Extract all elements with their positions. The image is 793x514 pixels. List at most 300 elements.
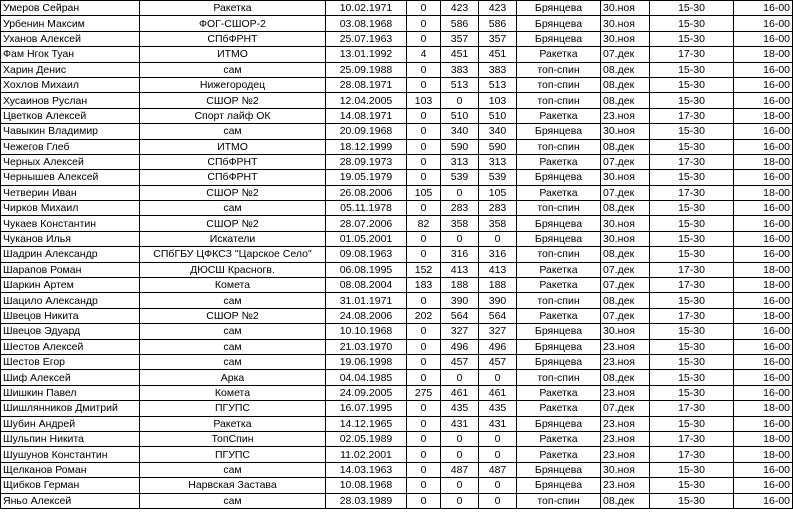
venue-cell: топ-спин — [517, 139, 601, 154]
points-cell: 0 — [441, 231, 479, 246]
player-name-cell: Уханов Алексей — [1, 31, 140, 46]
venue-cell: Ракетка — [517, 262, 601, 277]
points-cell: 513 — [441, 77, 479, 92]
total-cell: 316 — [479, 247, 517, 262]
rating-cell: 0 — [407, 493, 441, 508]
points-cell: 496 — [441, 339, 479, 354]
total-cell: 457 — [479, 354, 517, 369]
club-cell: Комета — [140, 385, 326, 400]
date-cell: 07.дек — [601, 278, 650, 293]
rating-cell: 0 — [407, 247, 441, 262]
table-row — [1, 354, 793, 369]
player-name-cell: Швецов Никита — [1, 308, 140, 323]
time-start-cell: 15-30 — [650, 216, 734, 231]
club-cell: Ракетка — [140, 416, 326, 431]
table-row — [1, 47, 793, 62]
total-cell: 435 — [479, 401, 517, 416]
rating-cell: 0 — [407, 139, 441, 154]
table-row — [1, 108, 793, 123]
rating-cell: 0 — [407, 416, 441, 431]
time-start-cell: 17-30 — [650, 401, 734, 416]
points-cell: 451 — [441, 47, 479, 62]
venue-cell: Брянцева — [517, 339, 601, 354]
rating-cell: 0 — [407, 16, 441, 31]
club-cell: ФОГ-СШОР-2 — [140, 16, 326, 31]
birth-date-cell: 28.08.1971 — [326, 77, 407, 92]
time-start-cell: 15-30 — [650, 493, 734, 508]
rating-cell: 0 — [407, 124, 441, 139]
table-row — [1, 154, 793, 169]
birth-date-cell: 12.04.2005 — [326, 93, 407, 108]
player-name-cell: Шарапов Роман — [1, 262, 140, 277]
venue-cell: топ-спин — [517, 62, 601, 77]
venue-cell: Ракетка — [517, 108, 601, 123]
date-cell: 08.дек — [601, 370, 650, 385]
rating-cell: 0 — [407, 108, 441, 123]
club-cell: Арка — [140, 370, 326, 385]
birth-date-cell: 28.03.1989 — [326, 493, 407, 508]
time-start-cell: 15-30 — [650, 93, 734, 108]
total-cell: 390 — [479, 293, 517, 308]
club-cell: Искатели — [140, 231, 326, 246]
time-start-cell: 15-30 — [650, 139, 734, 154]
player-name-cell: Фам Нгок Туан — [1, 47, 140, 62]
player-name-cell: Яньо Алексей — [1, 493, 140, 508]
date-cell: 08.дек — [601, 201, 650, 216]
player-name-cell: Урбенин Максим — [1, 16, 140, 31]
venue-cell: Ракетка — [517, 308, 601, 323]
time-start-cell: 15-30 — [650, 77, 734, 92]
birth-date-cell: 03.08.1968 — [326, 16, 407, 31]
points-cell: 539 — [441, 170, 479, 185]
total-cell: 283 — [479, 201, 517, 216]
points-cell: 0 — [441, 93, 479, 108]
time-start-cell: 15-30 — [650, 478, 734, 493]
points-cell: 564 — [441, 308, 479, 323]
birth-date-cell: 14.03.1963 — [326, 462, 407, 477]
club-cell: сам — [140, 124, 326, 139]
venue-cell: топ-спин — [517, 77, 601, 92]
birth-date-cell: 10.02.1971 — [326, 1, 407, 16]
table-row — [1, 124, 793, 139]
rating-cell: 0 — [407, 354, 441, 369]
time-end-cell: 16-00 — [734, 1, 793, 16]
time-end-cell: 16-00 — [734, 478, 793, 493]
date-cell: 08.дек — [601, 293, 650, 308]
time-end-cell: 18-00 — [734, 278, 793, 293]
date-cell: 23.ноя — [601, 385, 650, 400]
player-name-cell: Чавыкин Владимир — [1, 124, 140, 139]
date-cell: 23.ноя — [601, 416, 650, 431]
player-name-cell: Чукаев Константин — [1, 216, 140, 231]
time-end-cell: 16-00 — [734, 170, 793, 185]
table-row — [1, 293, 793, 308]
total-cell: 564 — [479, 308, 517, 323]
player-name-cell: Шадрин Александр — [1, 247, 140, 262]
time-end-cell: 18-00 — [734, 108, 793, 123]
birth-date-cell: 09.08.1963 — [326, 247, 407, 262]
rating-cell: 0 — [407, 478, 441, 493]
date-cell: 30.ноя — [601, 324, 650, 339]
venue-cell: Ракетка — [517, 401, 601, 416]
rating-cell: 275 — [407, 385, 441, 400]
player-name-cell: Шиф Алексей — [1, 370, 140, 385]
venue-cell: Ракетка — [517, 431, 601, 446]
time-end-cell: 18-00 — [734, 154, 793, 169]
club-cell: сам — [140, 293, 326, 308]
time-start-cell: 17-30 — [650, 278, 734, 293]
birth-date-cell: 01.05.2001 — [326, 231, 407, 246]
table-row — [1, 416, 793, 431]
table-row — [1, 31, 793, 46]
club-cell: ИТМО — [140, 139, 326, 154]
birth-date-cell: 13.01.1992 — [326, 47, 407, 62]
time-end-cell: 16-00 — [734, 385, 793, 400]
table-row — [1, 447, 793, 462]
club-cell: ИТМО — [140, 47, 326, 62]
table-row — [1, 493, 793, 508]
rating-cell: 0 — [407, 201, 441, 216]
club-cell: СШОР №2 — [140, 216, 326, 231]
club-cell: СПбФРНТ — [140, 154, 326, 169]
date-cell: 08.дек — [601, 77, 650, 92]
date-cell: 08.дек — [601, 139, 650, 154]
venue-cell: Брянцева — [517, 416, 601, 431]
time-start-cell: 17-30 — [650, 431, 734, 446]
time-start-cell: 15-30 — [650, 293, 734, 308]
time-start-cell: 17-30 — [650, 108, 734, 123]
time-start-cell: 15-30 — [650, 339, 734, 354]
table-row — [1, 93, 793, 108]
date-cell: 07.дек — [601, 47, 650, 62]
time-end-cell: 16-00 — [734, 354, 793, 369]
total-cell: 0 — [479, 431, 517, 446]
venue-cell: Ракетка — [517, 185, 601, 200]
time-end-cell: 16-00 — [734, 293, 793, 308]
player-name-cell: Хохлов Михаил — [1, 77, 140, 92]
time-start-cell: 17-30 — [650, 308, 734, 323]
venue-cell: Брянцева — [517, 170, 601, 185]
time-end-cell: 16-00 — [734, 370, 793, 385]
total-cell: 358 — [479, 216, 517, 231]
venue-cell: Брянцева — [517, 462, 601, 477]
time-end-cell: 16-00 — [734, 139, 793, 154]
points-cell: 357 — [441, 31, 479, 46]
points-cell: 457 — [441, 354, 479, 369]
time-start-cell: 17-30 — [650, 447, 734, 462]
player-name-cell: Хусаинов Руслан — [1, 93, 140, 108]
total-cell: 340 — [479, 124, 517, 139]
rating-cell: 152 — [407, 262, 441, 277]
points-cell: 327 — [441, 324, 479, 339]
total-cell: 357 — [479, 31, 517, 46]
club-cell: Комета — [140, 278, 326, 293]
total-cell: 0 — [479, 370, 517, 385]
time-end-cell: 16-00 — [734, 462, 793, 477]
table-row — [1, 431, 793, 446]
venue-cell: Брянцева — [517, 354, 601, 369]
points-cell: 435 — [441, 401, 479, 416]
venue-cell: Брянцева — [517, 16, 601, 31]
club-cell: СПбГБУ ЦФКСЗ "Царское Село" — [140, 247, 326, 262]
club-cell: ПГУПС — [140, 401, 326, 416]
time-start-cell: 17-30 — [650, 262, 734, 277]
venue-cell: Брянцева — [517, 1, 601, 16]
points-cell: 510 — [441, 108, 479, 123]
total-cell: 431 — [479, 416, 517, 431]
date-cell: 30.ноя — [601, 170, 650, 185]
time-end-cell: 18-00 — [734, 47, 793, 62]
club-cell: Ракетка — [140, 1, 326, 16]
points-cell: 358 — [441, 216, 479, 231]
time-start-cell: 15-30 — [650, 16, 734, 31]
birth-date-cell: 14.12.1965 — [326, 416, 407, 431]
total-cell: 496 — [479, 339, 517, 354]
date-cell: 08.дек — [601, 93, 650, 108]
birth-date-cell: 11.02.2001 — [326, 447, 407, 462]
date-cell: 08.дек — [601, 493, 650, 508]
points-cell: 390 — [441, 293, 479, 308]
rating-cell: 183 — [407, 278, 441, 293]
total-cell: 327 — [479, 324, 517, 339]
time-end-cell: 18-00 — [734, 431, 793, 446]
player-name-cell: Черных Алексей — [1, 154, 140, 169]
rating-cell: 0 — [407, 31, 441, 46]
date-cell: 07.дек — [601, 308, 650, 323]
rating-cell: 0 — [407, 447, 441, 462]
time-end-cell: 16-00 — [734, 62, 793, 77]
venue-cell: топ-спин — [517, 370, 601, 385]
birth-date-cell: 25.09.1988 — [326, 62, 407, 77]
birth-date-cell: 28.07.2006 — [326, 216, 407, 231]
player-name-cell: Щибков Герман — [1, 478, 140, 493]
venue-cell: Ракетка — [517, 447, 601, 462]
rating-cell: 0 — [407, 431, 441, 446]
time-start-cell: 15-30 — [650, 370, 734, 385]
birth-date-cell: 16.07.1995 — [326, 401, 407, 416]
table-row — [1, 401, 793, 416]
time-start-cell: 15-30 — [650, 124, 734, 139]
points-cell: 586 — [441, 16, 479, 31]
time-end-cell: 16-00 — [734, 339, 793, 354]
points-cell: 413 — [441, 262, 479, 277]
time-end-cell: 16-00 — [734, 201, 793, 216]
player-name-cell: Шаркин Артем — [1, 278, 140, 293]
club-cell: Нижегородец — [140, 77, 326, 92]
date-cell: 23.ноя — [601, 339, 650, 354]
table-body — [1, 1, 793, 509]
club-cell: Нарвская Застава — [140, 478, 326, 493]
total-cell: 451 — [479, 47, 517, 62]
club-cell: СПбФРНТ — [140, 170, 326, 185]
table-row — [1, 231, 793, 246]
time-start-cell: 15-30 — [650, 354, 734, 369]
table-row — [1, 308, 793, 323]
player-name-cell: Шушунов Константин — [1, 447, 140, 462]
time-end-cell: 16-00 — [734, 124, 793, 139]
birth-date-cell: 20.09.1968 — [326, 124, 407, 139]
player-name-cell: Чирков Михаил — [1, 201, 140, 216]
table-row — [1, 278, 793, 293]
birth-date-cell: 21.03.1970 — [326, 339, 407, 354]
birth-date-cell: 10.10.1968 — [326, 324, 407, 339]
time-end-cell: 18-00 — [734, 185, 793, 200]
player-name-cell: Шубин Андрей — [1, 416, 140, 431]
time-start-cell: 15-30 — [650, 462, 734, 477]
points-cell: 188 — [441, 278, 479, 293]
table-row — [1, 62, 793, 77]
date-cell: 08.дек — [601, 62, 650, 77]
venue-cell: топ-спин — [517, 493, 601, 508]
table-row — [1, 185, 793, 200]
time-start-cell: 15-30 — [650, 324, 734, 339]
total-cell: 0 — [479, 493, 517, 508]
total-cell: 461 — [479, 385, 517, 400]
table-row — [1, 324, 793, 339]
player-name-cell: Швецов Эдуард — [1, 324, 140, 339]
venue-cell: Брянцева — [517, 324, 601, 339]
total-cell: 513 — [479, 77, 517, 92]
venue-cell: топ-спин — [517, 201, 601, 216]
player-name-cell: Харин Денис — [1, 62, 140, 77]
time-end-cell: 18-00 — [734, 401, 793, 416]
club-cell: ТопСпин — [140, 431, 326, 446]
points-cell: 0 — [441, 370, 479, 385]
table-row — [1, 170, 793, 185]
points-cell: 316 — [441, 247, 479, 262]
table-row — [1, 201, 793, 216]
birth-date-cell: 14.08.1971 — [326, 108, 407, 123]
date-cell: 30.ноя — [601, 31, 650, 46]
birth-date-cell: 25.07.1963 — [326, 31, 407, 46]
club-cell: СШОР №2 — [140, 93, 326, 108]
points-cell: 431 — [441, 416, 479, 431]
date-cell: 23.ноя — [601, 431, 650, 446]
rating-cell: 0 — [407, 231, 441, 246]
total-cell: 586 — [479, 16, 517, 31]
points-cell: 383 — [441, 62, 479, 77]
rating-cell: 103 — [407, 93, 441, 108]
table-row — [1, 139, 793, 154]
rating-cell: 4 — [407, 47, 441, 62]
club-cell: сам — [140, 354, 326, 369]
table-row — [1, 478, 793, 493]
venue-cell: Брянцева — [517, 31, 601, 46]
venue-cell: Брянцева — [517, 216, 601, 231]
rating-cell: 0 — [407, 401, 441, 416]
player-name-cell: Шульпин Никита — [1, 431, 140, 446]
total-cell: 413 — [479, 262, 517, 277]
venue-cell: Ракетка — [517, 385, 601, 400]
birth-date-cell: 06.08.1995 — [326, 262, 407, 277]
points-cell: 283 — [441, 201, 479, 216]
player-name-cell: Чежегов Глеб — [1, 139, 140, 154]
rating-cell: 0 — [407, 62, 441, 77]
club-cell: СШОР №2 — [140, 185, 326, 200]
points-cell: 340 — [441, 124, 479, 139]
time-end-cell: 16-00 — [734, 493, 793, 508]
total-cell: 105 — [479, 185, 517, 200]
venue-cell: топ-спин — [517, 293, 601, 308]
time-start-cell: 15-30 — [650, 385, 734, 400]
table-row — [1, 77, 793, 92]
total-cell: 188 — [479, 278, 517, 293]
date-cell: 07.дек — [601, 185, 650, 200]
birth-date-cell: 10.08.1968 — [326, 478, 407, 493]
birth-date-cell: 02.05.1989 — [326, 431, 407, 446]
player-name-cell: Шестов Алексей — [1, 339, 140, 354]
date-cell: 07.дек — [601, 401, 650, 416]
time-start-cell: 15-30 — [650, 1, 734, 16]
table-row — [1, 370, 793, 385]
table-row — [1, 385, 793, 400]
time-end-cell: 16-00 — [734, 16, 793, 31]
time-end-cell: 18-00 — [734, 262, 793, 277]
rating-cell: 82 — [407, 216, 441, 231]
player-name-cell: Чуканов Илья — [1, 231, 140, 246]
time-start-cell: 15-30 — [650, 416, 734, 431]
date-cell: 30.ноя — [601, 1, 650, 16]
table-row — [1, 16, 793, 31]
points-cell: 0 — [441, 431, 479, 446]
total-cell: 383 — [479, 62, 517, 77]
rating-cell: 0 — [407, 462, 441, 477]
date-cell: 07.дек — [601, 154, 650, 169]
total-cell: 487 — [479, 462, 517, 477]
club-cell: сам — [140, 462, 326, 477]
time-end-cell: 16-00 — [734, 324, 793, 339]
birth-date-cell: 19.05.1979 — [326, 170, 407, 185]
birth-date-cell: 19.06.1998 — [326, 354, 407, 369]
date-cell: 07.дек — [601, 262, 650, 277]
birth-date-cell: 31.01.1971 — [326, 293, 407, 308]
player-name-cell: Шестов Егор — [1, 354, 140, 369]
table-row — [1, 247, 793, 262]
club-cell: сам — [140, 339, 326, 354]
date-cell: 30.ноя — [601, 231, 650, 246]
rating-cell: 0 — [407, 77, 441, 92]
club-cell: сам — [140, 62, 326, 77]
rating-cell: 0 — [407, 154, 441, 169]
player-name-cell: Четверин Иван — [1, 185, 140, 200]
time-start-cell: 15-30 — [650, 201, 734, 216]
total-cell: 510 — [479, 108, 517, 123]
player-name-cell: Щелканов Роман — [1, 462, 140, 477]
total-cell: 0 — [479, 447, 517, 462]
points-cell: 0 — [441, 493, 479, 508]
birth-date-cell: 24.09.2005 — [326, 385, 407, 400]
player-name-cell: Шацило Александр — [1, 293, 140, 308]
time-end-cell: 18-00 — [734, 308, 793, 323]
table-row — [1, 262, 793, 277]
player-name-cell: Шишкин Павел — [1, 385, 140, 400]
birth-date-cell: 18.12.1999 — [326, 139, 407, 154]
total-cell: 103 — [479, 93, 517, 108]
venue-cell: Брянцева — [517, 231, 601, 246]
birth-date-cell: 26.08.2006 — [326, 185, 407, 200]
player-name-cell: Цветков Алексей — [1, 108, 140, 123]
date-cell: 30.ноя — [601, 462, 650, 477]
total-cell: 590 — [479, 139, 517, 154]
time-start-cell: 17-30 — [650, 185, 734, 200]
points-cell: 487 — [441, 462, 479, 477]
birth-date-cell: 24.08.2006 — [326, 308, 407, 323]
points-cell: 0 — [441, 478, 479, 493]
rating-cell: 0 — [407, 293, 441, 308]
venue-cell: Ракетка — [517, 278, 601, 293]
venue-cell: топ-спин — [517, 93, 601, 108]
venue-cell: Ракетка — [517, 47, 601, 62]
